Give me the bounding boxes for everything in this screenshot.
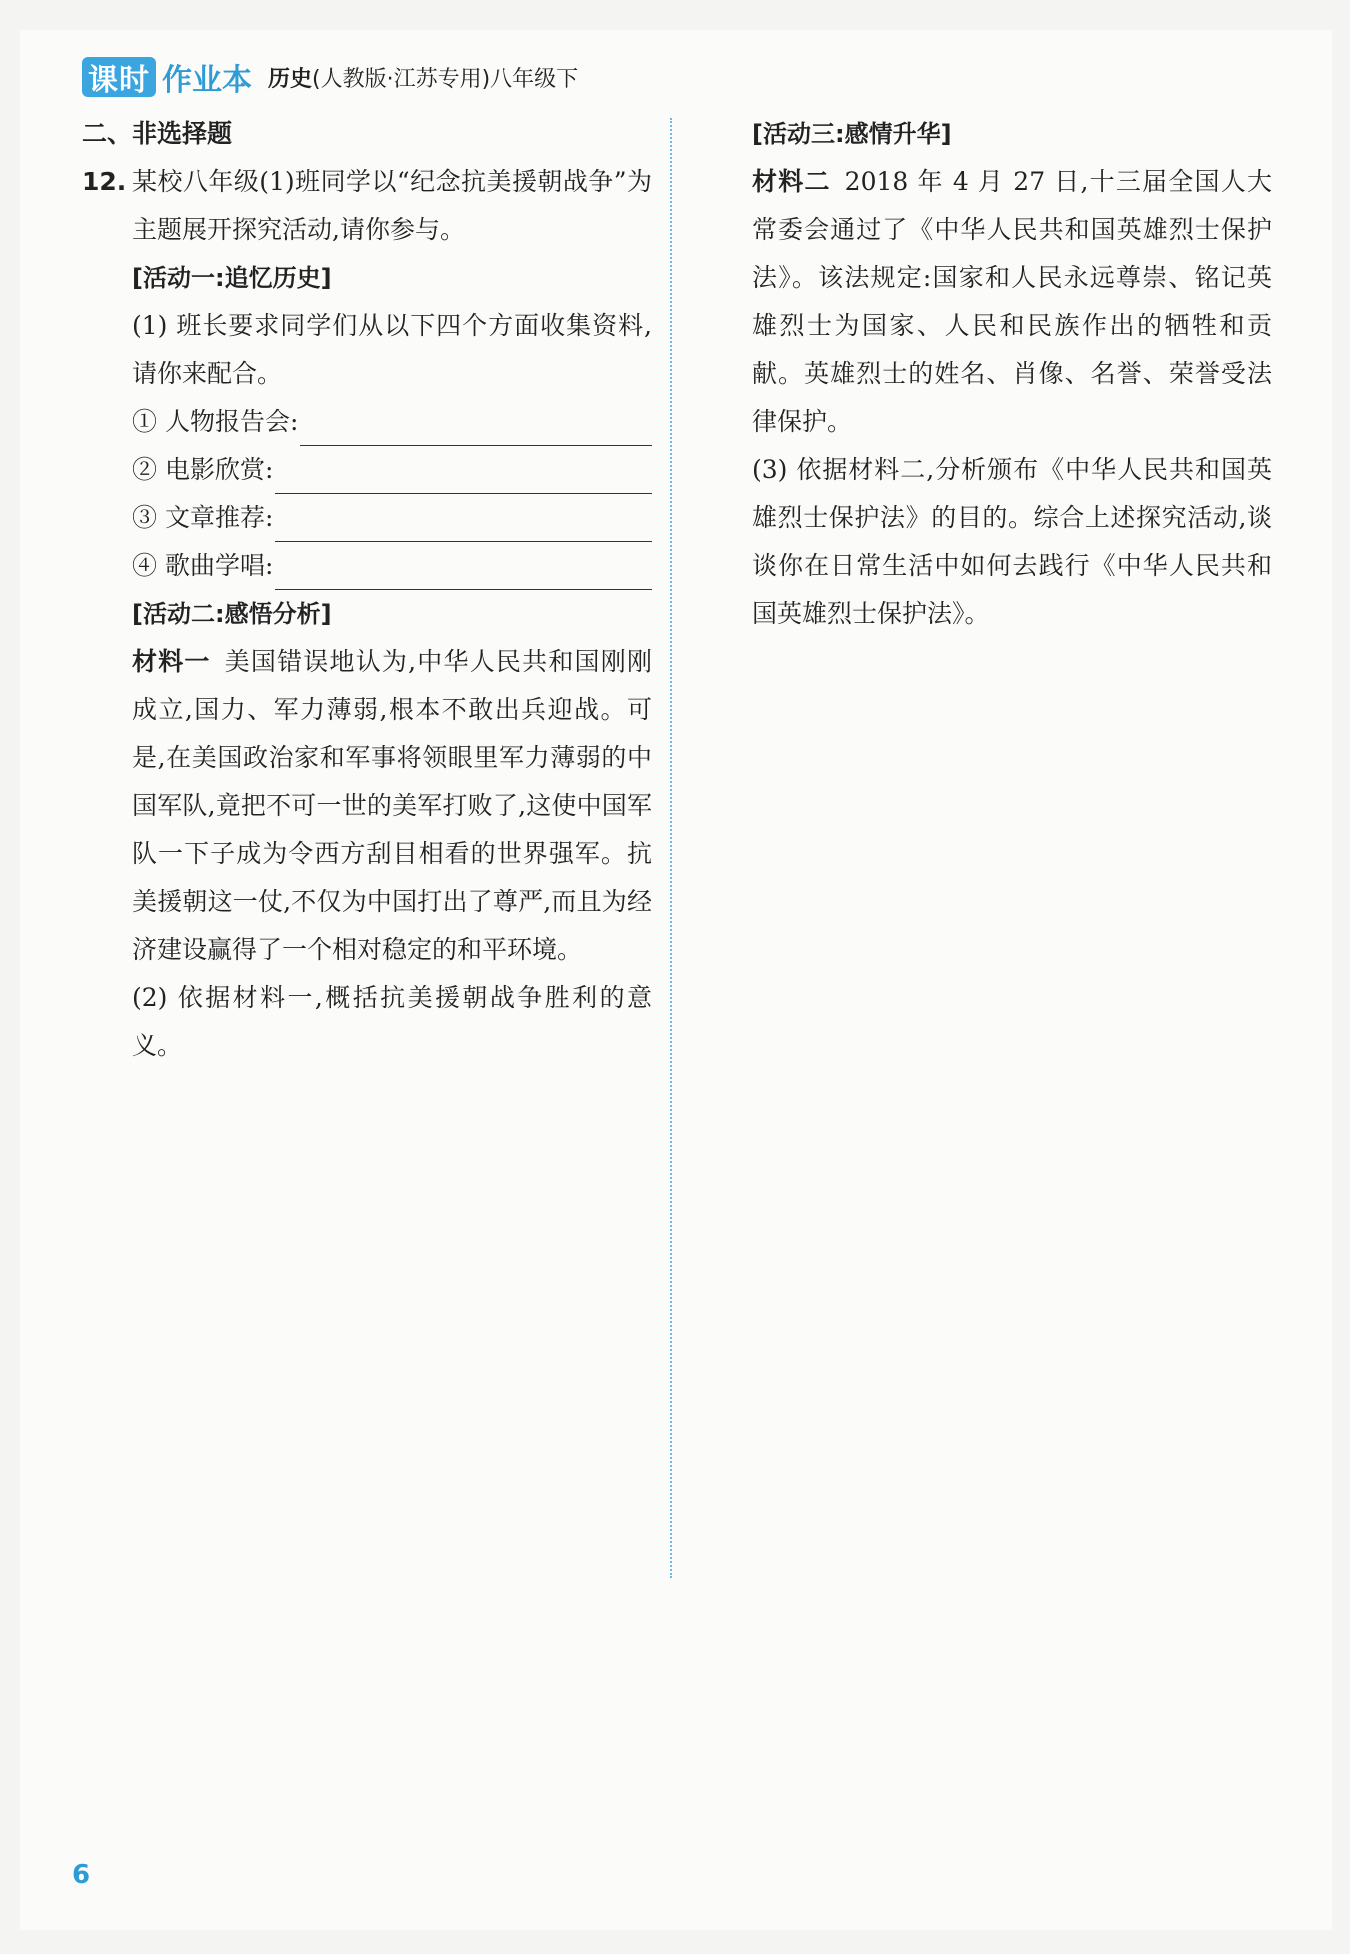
subject-name: 历史: [268, 66, 313, 92]
answer-item-1: [132, 398, 652, 446]
sub-question-1: (1) 班长要求同学们从以下四个方面收集资料,请你来配合。: [132, 311, 652, 388]
answer-item-label: ② 电影欣赏:: [132, 455, 274, 484]
material-2-text: 2018 年 4 月 27 日,十三届全国人大常委会通过了《中华人民共和国英雄烈士保护法》。该法规定:国家和人民永远尊崇、铭记英雄烈士为国家、人民和民族作出的牺牲和贡献。英雄烈士的姓名、肖像、名誉、荣誉受法律保护。: [752, 167, 1272, 436]
answer-blank[interactable]: [275, 555, 652, 590]
material-1-label: 材料一: [132, 647, 211, 676]
answer-blank[interactable]: [275, 459, 652, 494]
logo-text: 作业本: [162, 63, 252, 98]
logo-badge: 课时: [82, 57, 156, 97]
header: [82, 56, 578, 98]
page-number: 6: [72, 1860, 91, 1890]
left-column: [82, 110, 652, 1070]
material-1-text: 美国错误地认为,中华人民共和国刚刚成立,国力、军力薄弱,根本不敢出兵迎战。可是,在美国政治家和军事将领眼里军力薄弱的中国军队,竟把不可一世的美军打败了,这使中国军队一下子成为令西方刮目相看的世界强军。抗美援朝这一仗,不仅为中国打出了尊严,而且为经济建设赢得了一个相对稳定的和平环境。: [132, 647, 652, 964]
answer-item-2: [132, 446, 652, 494]
question-text: 某校八年级(1)班同学以“纪念抗美援朝战争”为主题展开探究活动,请你参与。: [132, 167, 652, 244]
material-2-label: 材料二: [752, 167, 831, 196]
activity-1-title: [活动一:追忆历史]: [132, 264, 332, 292]
material-1: [132, 638, 652, 974]
activity-3-title: [活动三:感情升华]: [752, 120, 952, 148]
answer-item-3: [132, 494, 652, 542]
question-number: 12.: [82, 167, 127, 196]
subject-title: [268, 62, 578, 93]
answer-blank[interactable]: [300, 411, 652, 446]
material-2: [752, 158, 1272, 446]
subject-edition: (人教版·江苏专用)八年级下: [312, 66, 579, 92]
answer-item-label: ① 人物报告会:: [132, 407, 299, 436]
answer-item-4: [132, 542, 652, 590]
answer-blank[interactable]: [275, 507, 652, 542]
question-12: [82, 158, 652, 254]
answer-item-label: ④ 歌曲学唱:: [132, 551, 274, 580]
activity-2-title: [活动二:感悟分析]: [132, 600, 332, 628]
section-title: 二、非选择题: [82, 119, 233, 148]
right-column: [752, 110, 1272, 638]
column-divider: [670, 118, 672, 1578]
sub-question-3: (3) 依据材料二,分析颁布《中华人民共和国英雄烈士保护法》的目的。综合上述探究活动,谈谈你在日常生活中如何去践行《中华人民共和国英雄烈士保护法》。: [752, 455, 1272, 628]
answer-item-label: ③ 文章推荐:: [132, 503, 274, 532]
sub-question-2: (2) 依据材料一,概括抗美援朝战争胜利的意义。: [132, 983, 652, 1060]
